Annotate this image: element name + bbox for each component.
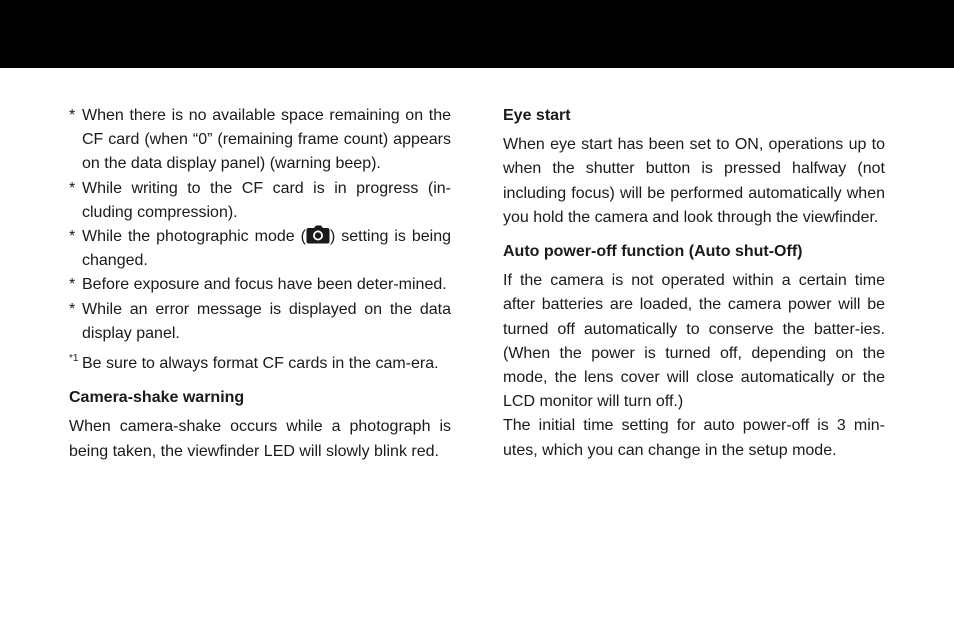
bullet-mark: *: [69, 276, 76, 294]
auto-power-off-setting-text: The initial time setting for auto power-off is 3 min-utes, which you can change in the setup mode.: [503, 417, 885, 459]
footnote-text: Be sure to always format CF cards in the cam-era.: [82, 355, 439, 373]
bullet-mark: *: [69, 179, 76, 197]
bullet-text: While writing to the CF card is in progress (in-cluding compression).: [82, 179, 451, 221]
eye-start-text: When eye start has been set to ON, operations up to when the shutter button is pressed halfway (not including focus) will be performed automatically when you hold the camera and look through the viewfinder.: [503, 136, 885, 226]
header-bar: [0, 0, 954, 68]
camera-shake-text: When camera-shake occurs while a photograph is being taken, the viewfinder LED will slowly blink red.: [69, 418, 451, 460]
list-item: [69, 273, 451, 297]
footnote: [69, 352, 451, 376]
bullet-mark: *: [69, 300, 76, 318]
right-column: [503, 104, 885, 463]
bullet-text: While an error message is displayed on the data display panel.: [82, 300, 451, 342]
list-item: [69, 225, 451, 273]
bullet-text: [82, 225, 451, 273]
bullet-text: Before exposure and focus have been deter-mined.: [82, 276, 447, 294]
bullet-text-after: ) setting is being changed.: [82, 228, 451, 270]
eye-start-heading: Eye start: [503, 107, 571, 124]
left-column: [69, 104, 451, 464]
list-item: [69, 104, 451, 177]
list-item: [69, 298, 451, 346]
list-item: [69, 177, 451, 225]
bullet-mark: *: [69, 228, 76, 246]
bullet-text: When there is no available space remaining on the CF card (when “0” (remaining frame count) appears on the data display panel) (warning beep).: [82, 107, 451, 173]
footnote-mark: *1: [69, 353, 79, 365]
camera-shake-heading: Camera-shake warning: [69, 389, 245, 407]
bullet-mark: *: [69, 107, 76, 124]
auto-power-off-heading: Auto power-off function (Auto shut-Off): [503, 243, 803, 261]
auto-power-off-text: If the camera is not operated within a certain time after batteries are loaded, the camera power will be turned off automatically to conserve the batter-ies. (When the power is turned off, depending on the mode, the lens cover will close automatically or the LCD monitor will turn off.): [503, 272, 885, 411]
bullet-text-before: While the photographic mode (: [82, 228, 306, 246]
camera-icon: [306, 225, 330, 244]
